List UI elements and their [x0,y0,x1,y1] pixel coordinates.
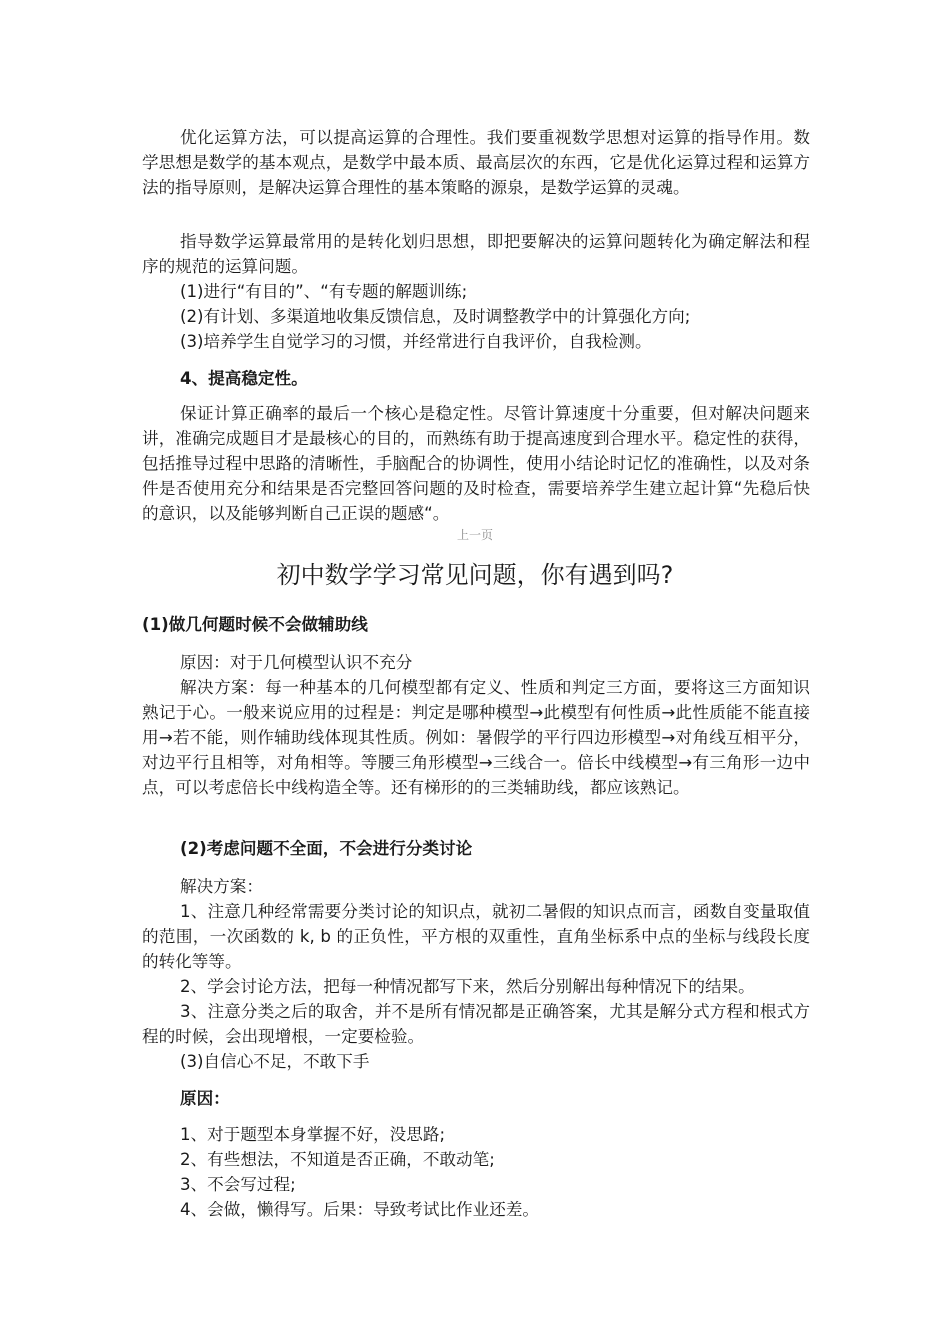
section1-solution: 解决方案：每一种基本的几何模型都有定义、性质和判定三方面，要将这三方面知识熟记于心。一般来说应用的过程是：判定是哪种模型→此模型有何性质→此性质能不能直接用→若不能，则作辅助线体现其性质。例如：暑假学的平行四边形模型→对角线互相平分，对边平行且相等，对角相等。等腰三角形模型→三线合一。倍长中线模型→有三角形一边中点，可以考虑倍长中线构造全等。还有梯形的的三类辅助线，都应该熟记。 [142,678,810,797]
list-item: 2、有些想法，不知道是否正确，不敢动笔; [180,1150,495,1169]
list-item: 1、对于题型本身掌握不好，没思路; [180,1125,446,1144]
list-item: 4、会做，懒得写。后果：导致考试比作业还差。 [180,1200,540,1219]
section2-point-2: 2、学会讨论方法，把每一种情况都写下来，然后分别解出每种情况下的结果。 [180,977,755,996]
paragraph-transformation-thinking: 指导数学运算最常用的是转化划归思想，即把要解决的运算问题转化为确定解法和程序的规范的运算问题。 [142,232,810,276]
section1-reason: 原因：对于几何模型认识不充分 [180,653,413,672]
heading-stability: 4、提高稳定性。 [180,369,308,388]
list-item: (1)进行“有目的”、“有专题的解题训练; [180,282,468,301]
section3-reason-label: 原因： [180,1089,230,1108]
paragraph-optimize-methods: 优化运算方法，可以提高运算的合理性。我们要重视数学思想对运算的指导作用。数学思想是数学的基本观点，是数学中最本质、最高层次的东西，它是优化运算过程和运算方法的指导原则，是解决运算合理性的基本策略的源泉，是数学运算的灵魂。 [142,128,810,197]
section2-point-3: 3、注意分类之后的取舍，并不是所有情况都是正确答案，尤其是解分式方程和根式方程的时候，会出现增根，一定要检验。 [142,1002,810,1046]
section2-point-1: 1、注意几种经常需要分类讨论的知识点，就初二暑假的知识点而言，函数自变量取值的范围，一次函数的 k, b 的正负性，平方根的双重性，直角坐标系中点的坐标与线段长度的转化等等。 [142,902,810,971]
paragraph-stability: 保证计算正确率的最后一个核心是稳定性。尽管计算速度十分重要，但对解决问题来讲，准确完成题目才是最核心的目的，而熟练有助于提高速度到合理水平。稳定性的获得，包括推导过程中思路的清晰性，手脑配合的协调性，使用小结论时记忆的准确性，以及对条件是否使用充分和结果是否完整回答问题的及时检查，需要培养学生建立起计算“先稳后快的意识，以及能够判断自己正误的题感“。 [142,404,810,523]
section2-solution-label: 解决方案： [180,877,263,896]
list-item: 3、不会写过程; [180,1175,296,1194]
list-item: (3)培养学生自觉学习的习惯，并经常进行自我评价，自我检测。 [180,332,652,351]
section2-heading: (2)考虑问题不全面，不会进行分类讨论 [180,839,473,858]
section1-heading: (1)做几何题时候不会做辅助线 [142,615,368,634]
list-item: (2)有计划、多渠道地收集反馈信息，及时调整教学中的计算强化方向; [180,307,691,326]
section3-heading: (3)自信心不足，不敢下手 [180,1052,370,1071]
previous-page-link[interactable]: 上一页 [456,528,493,542]
article-title: 初中数学学习常见问题，你有遇到吗? [276,561,674,589]
